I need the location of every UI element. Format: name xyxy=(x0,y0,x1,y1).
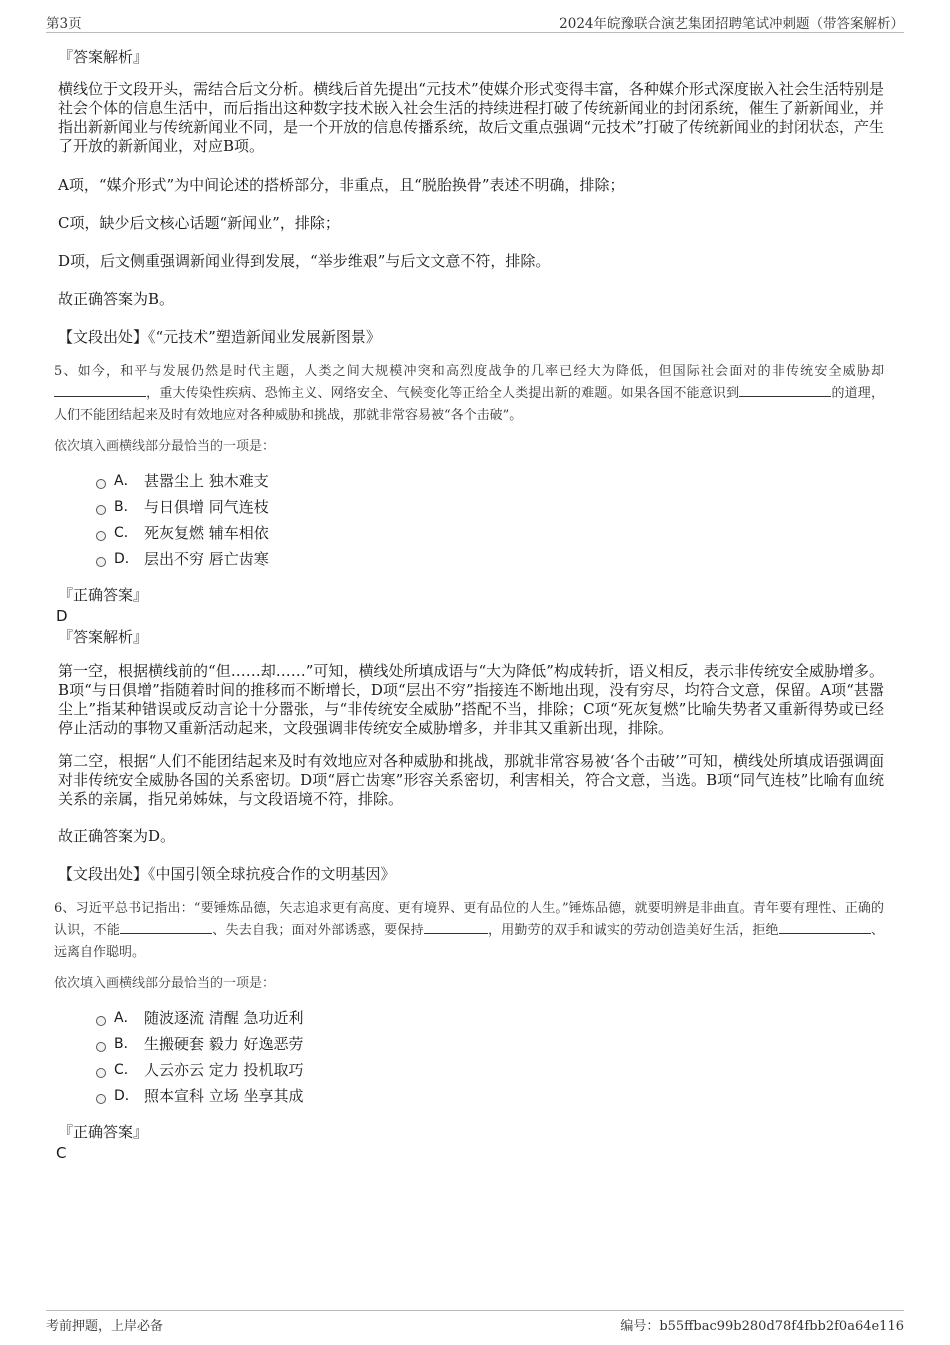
stem-text: 、失去自我；面对外部诱惑，要保持 xyxy=(212,923,424,938)
option-text: 与日俱增 同气连枝 xyxy=(144,498,269,516)
option-letter: B． xyxy=(114,499,138,515)
analysis-label: 『答案解析』 xyxy=(58,628,149,646)
option-letter: D． xyxy=(114,1088,139,1104)
page-header xyxy=(46,12,904,33)
radio-button[interactable] xyxy=(96,1016,106,1026)
correct-answer: D xyxy=(56,607,68,625)
question-5-stem xyxy=(54,361,884,427)
analysis-paragraph: D项，后文侧重强调新闻业得到发展，“举步维艰”与后文文意不符，排除。 xyxy=(58,252,551,270)
option-letter: A． xyxy=(114,1010,138,1026)
radio-button[interactable] xyxy=(96,1042,106,1052)
option-a[interactable] xyxy=(94,1007,884,1033)
option-text: 生搬硬套 毅力 好逸恶劳 xyxy=(144,1035,304,1053)
stem-text: 5、如今，和平与发展仍然是时代主题，人类之间大规模冲突和高烈度战争的几率已经大为降低，但国际社会面对的非传统安全威胁却 xyxy=(54,364,884,379)
document-code: 编号：b55ffbac99b280d78f4fbb2f0a64e116 xyxy=(620,1319,904,1334)
question-6-stem xyxy=(54,898,884,964)
question-6-options xyxy=(94,1007,884,1111)
fill-blank xyxy=(424,921,488,934)
radio-button[interactable] xyxy=(96,1094,106,1104)
option-letter: B． xyxy=(114,1036,138,1052)
question-5-options xyxy=(94,470,884,574)
analysis-label: 『答案解析』 xyxy=(58,48,149,66)
radio-button[interactable] xyxy=(96,557,106,567)
option-letter: C． xyxy=(114,525,138,541)
footer-slogan: 考前押题，上岸必备 xyxy=(46,1319,164,1334)
option-text: 甚嚣尘上 独木难支 xyxy=(144,472,269,490)
option-a[interactable] xyxy=(94,470,884,496)
passage-source: 【文段出处】《“元技术”塑造新闻业发展新图景》 xyxy=(58,328,381,346)
option-letter: A． xyxy=(114,473,138,489)
option-c[interactable] xyxy=(94,1059,884,1085)
document-title: 2024年皖豫联合演艺集团招聘笔试冲刺题（带答案解析） xyxy=(559,16,904,32)
option-text: 层出不穷 唇亡齿寒 xyxy=(144,550,269,568)
page-footer xyxy=(46,1310,904,1335)
radio-button[interactable] xyxy=(96,479,106,489)
analysis-paragraph: C项，缺少后文核心话题“新闻业”，排除； xyxy=(58,214,340,232)
stem-text: ，用勤劳的双手和诚实的劳动创造美好生活，拒绝 xyxy=(487,923,779,938)
option-text: 死灰复燃 辅车相依 xyxy=(144,524,269,542)
option-text: 人云亦云 定力 投机取巧 xyxy=(144,1061,304,1079)
option-b[interactable] xyxy=(94,1033,884,1059)
option-c[interactable] xyxy=(94,522,884,548)
option-text: 随波逐流 清醒 急功近利 xyxy=(144,1009,304,1027)
option-d[interactable] xyxy=(94,548,884,574)
fill-blank xyxy=(54,384,146,397)
radio-button[interactable] xyxy=(96,505,106,515)
correct-answer-label: 『正确答案』 xyxy=(58,1123,149,1141)
stem-text: 的道理，人们不能团结起来及时有效地应对各种威胁和挑战，那就非常容易被“各个击破”。 xyxy=(54,386,884,423)
correct-answer-label: 『正确答案』 xyxy=(58,586,149,604)
analysis-paragraph: 第一空，根据横线前的“但……却……”可知，横线处所填成语与“大为降低”构成转折，语义相反，表示非传统安全威胁增多。B项“与日俱增”指随着时间的推移而不断增长，D项“层出不穷”指接连不断地出现，没有穷尽，均符合文意，保留。A项“甚嚣尘上”指某种错误或反动言论十分嚣张，与“非传统安全威胁”搭配不当，排除；C项“死灰复燃”比喻失势者又重新得势或已经停止活动的事物又重新活动起来，文段强调非传统安全威胁增多，并非其又重新出现，排除。 xyxy=(58,662,884,737)
option-letter: D． xyxy=(114,551,139,567)
analysis-paragraph: 故正确答案为D。 xyxy=(58,827,176,845)
stem-text: 、远离自作聪明。 xyxy=(54,923,884,960)
option-letter: C． xyxy=(114,1062,138,1078)
radio-button[interactable] xyxy=(96,1068,106,1078)
analysis-paragraph: A项，“媒介形式”为中间论述的搭桥部分，非重点，且“脱胎换骨”表述不明确，排除； xyxy=(58,176,625,194)
option-text: 照本宣科 立场 坐享其成 xyxy=(144,1087,304,1105)
page-number: 第3页 xyxy=(46,16,82,32)
analysis-paragraph: 故正确答案为B。 xyxy=(58,290,175,308)
fill-blank xyxy=(120,921,212,934)
fill-blank xyxy=(779,921,871,934)
option-b[interactable] xyxy=(94,496,884,522)
passage-source: 【文段出处】《中国引领全球抗疫合作的文明基因》 xyxy=(58,865,396,883)
question-5-prompt: 依次填入画横线部分最恰当的一项是： xyxy=(54,439,276,454)
stem-text: 6、习近平总书记指出：“要锤炼品德，矢志追求更有高度、更有境界、更有品位的人生。”锤炼品德，就要明辨是非曲直。青年要有理性、正确的认识，不能 xyxy=(54,901,884,938)
analysis-paragraph: 第二空，根据“人们不能团结起来及时有效地应对各种威胁和挑战，那就非常容易被‘各个击破’”可知，横线处所填成语强调面对非传统安全威胁各国的关系密切。D项“唇亡齿寒”形容关系密切，利害相关，符合文意，当选。B项“同气连枝”比喻有血统关系的亲属，指兄弟姊妹，与文段语境不符，排除。 xyxy=(58,752,884,808)
stem-text: ，重大传染性疾病、恐怖主义、网络安全、气候变化等正给全人类提出新的难题。如果各国不能意识到 xyxy=(146,386,740,401)
analysis-paragraph: 横线位于文段开头，需结合后文分析。横线后首先提出“元技术”使媒介形式变得丰富，各种媒介形式深度嵌入社会生活特别是社会个体的信息生活中，而后指出这种数字技术嵌入社会生活的持续进程打破了传统新闻业的封闭系统，催生了新新闻业，并指出新新闻业与传统新闻业不同，是一个开放的信息传播系统，故后文重点强调“元技术”打破了传统新闻业的封闭状态，产生了开放的新新闻业，对应B项。 xyxy=(58,80,884,155)
document-content xyxy=(54,46,884,1163)
correct-answer: C xyxy=(56,1144,67,1162)
radio-button[interactable] xyxy=(96,531,106,541)
question-6-prompt: 依次填入画横线部分最恰当的一项是： xyxy=(54,976,276,991)
option-d[interactable] xyxy=(94,1085,884,1111)
fill-blank xyxy=(739,384,831,397)
